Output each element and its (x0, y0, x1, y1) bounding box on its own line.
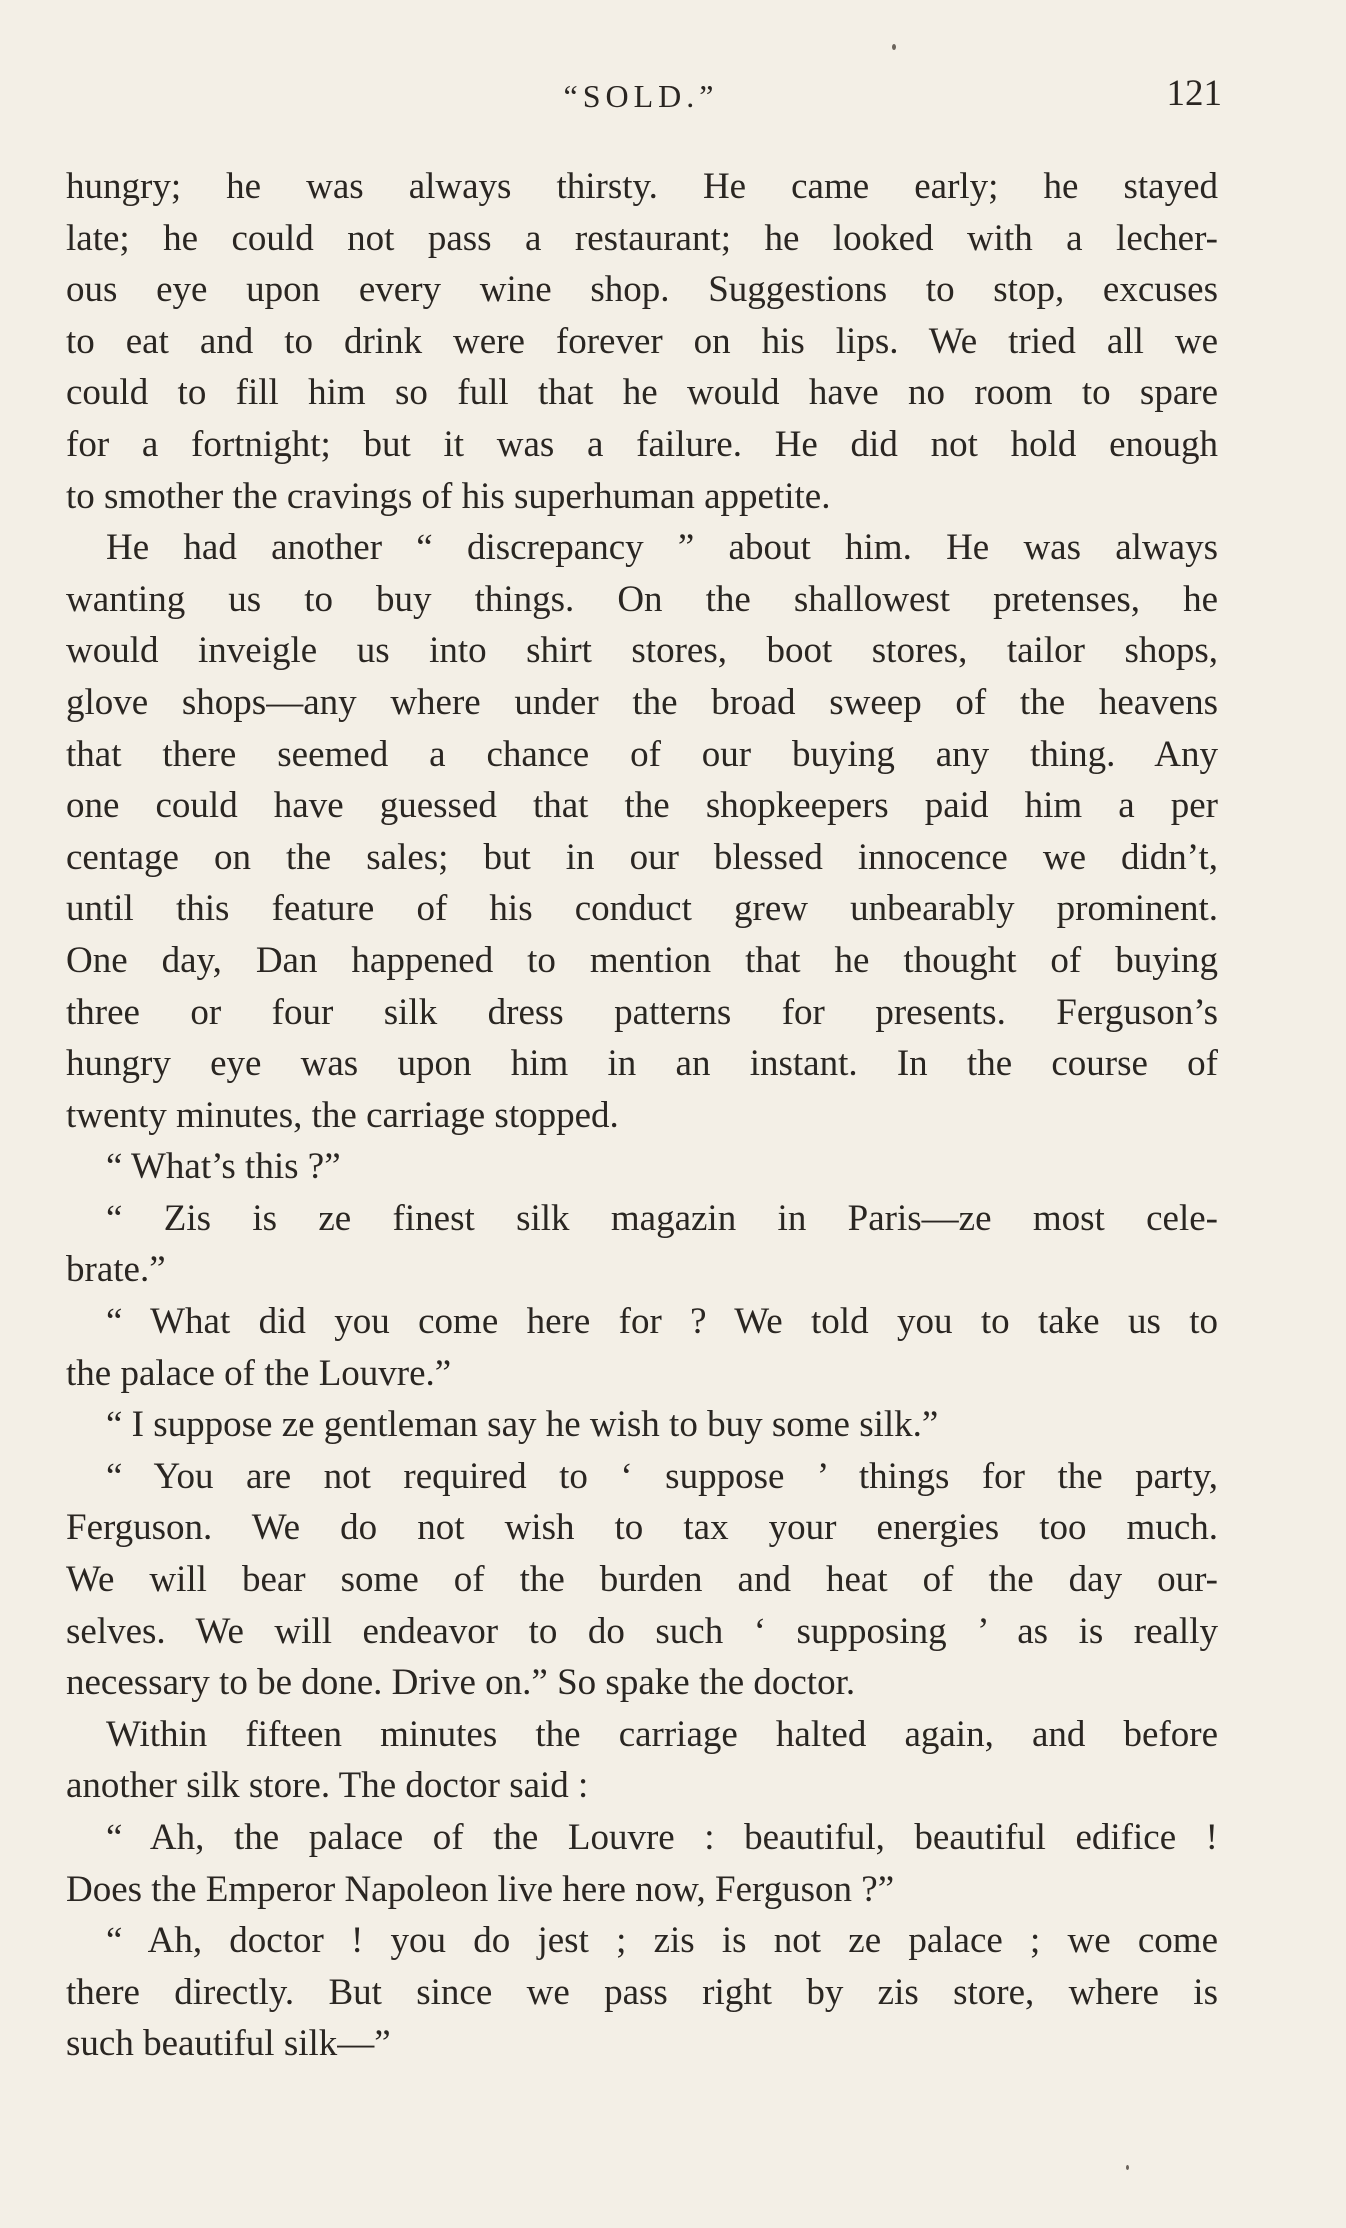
ink-speck (1126, 2165, 1129, 2170)
text-line: necessary to be done. Drive on.” So spake the doctor. (66, 1662, 856, 1704)
text-line: “ What’s this ?” (106, 1146, 341, 1188)
text-line: “ What did you come here for ? We told you to take us to (106, 1301, 1218, 1343)
text-line: the palace of the Louvre.” (66, 1352, 452, 1394)
text-line: Ferguson. We do not wish to tax your energies too much. (66, 1507, 1218, 1549)
running-title: “SOLD.” (563, 78, 719, 114)
text-line: would inveigle us into shirt stores, boot stores, tailor shops, (66, 630, 1218, 672)
text-line: three or four silk dress patterns for presents. Ferguson’s (66, 991, 1218, 1033)
text-line: Does the Emperor Napoleon live here now, Ferguson ?” (66, 1868, 895, 1910)
text-line: twenty minutes, the carriage stopped. (66, 1094, 619, 1136)
text-line: “ You are not required to ‘ suppose ’ things for the party, (106, 1455, 1218, 1497)
text-line: there directly. But since we pass right by zis store, where is (66, 1971, 1218, 2013)
page-number: 121 (1166, 73, 1222, 114)
text-line: “ Ah, doctor ! you do jest ; zis is not ze palace ; we come (106, 1920, 1218, 1962)
text-line: ous eye upon every wine shop. Suggestions to stop, excuses (66, 269, 1218, 311)
text-line: that there seemed a chance of our buying any thing. Any (66, 733, 1218, 775)
text-line: wanting us to buy things. On the shallowest pretenses, he (66, 578, 1218, 620)
text-line: late; he could not pass a restaurant; he looked with a lecher- (66, 217, 1218, 259)
text-line: glove shops—any where under the broad sweep of the heavens (66, 681, 1218, 723)
text-line: One day, Dan happened to mention that he thought of buying (66, 939, 1218, 981)
running-head (66, 72, 1222, 122)
text-line: hungry eye was upon him in an instant. In the course of (66, 1043, 1218, 1085)
text-line: one could have guessed that the shopkeepers paid him a per (66, 785, 1218, 827)
text-line: brate.” (66, 1249, 166, 1291)
body-text (66, 161, 1218, 2070)
text-line: hungry; he was always thirsty. He came early; he stayed (66, 166, 1218, 207)
text-line: for a fortnight; but it was a failure. He did not hold enough (66, 423, 1218, 465)
text-line: He had another “ discrepancy ” about him. He was always (106, 527, 1218, 569)
text-line: centage on the sales; but in our blessed innocence we didn’t, (66, 836, 1218, 878)
text-line: selves. We will endeavor to do such ‘ supposing ’ as is really (66, 1610, 1218, 1652)
text-line: to smother the cravings of his superhuman appetite. (66, 475, 831, 517)
text-line: “ I suppose ze gentleman say he wish to buy some silk.” (106, 1404, 939, 1446)
text-line: could to fill him so full that he would have no room to spare (66, 372, 1218, 414)
text-line: We will bear some of the burden and heat of the day our- (66, 1559, 1218, 1601)
text-line: such beautiful silk—” (66, 2023, 391, 2065)
text-line: Within fifteen minutes the carriage halted again, and before (106, 1713, 1218, 1755)
text-line: to eat and to drink were forever on his lips. We tried all we (66, 320, 1218, 362)
text-line: until this feature of his conduct grew unbearably prominent. (66, 888, 1218, 930)
ink-speck (892, 44, 896, 50)
text-line: another silk store. The doctor said : (66, 1765, 589, 1807)
text-line: “ Ah, the palace of the Louvre : beautiful, beautiful edifice ! (106, 1817, 1218, 1858)
text-line: “ Zis is ze finest silk magazin in Paris—ze most cele- (106, 1197, 1218, 1239)
